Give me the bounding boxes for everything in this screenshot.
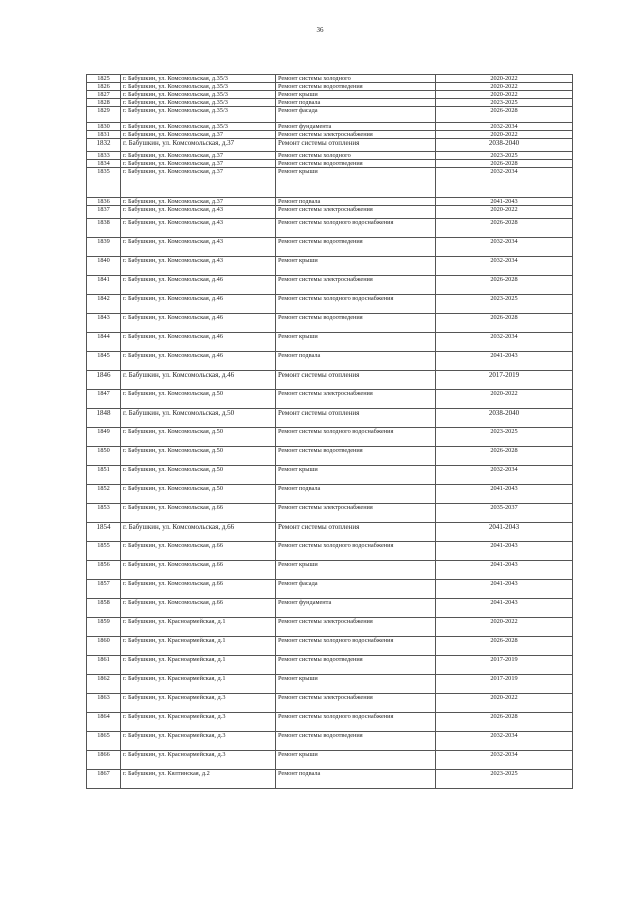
work-type-cell: Ремонт системы отопления xyxy=(276,139,436,152)
address-cell: г. Бабушкин, ул. Комсомольская, д.37 xyxy=(121,152,276,160)
work-type-cell: Ремонт системы водоотведения xyxy=(276,447,436,466)
address-cell: г. Бабушкин, ул. Комсомольская, д.43 xyxy=(121,238,276,257)
row-number: 1847 xyxy=(87,390,121,409)
work-type-cell: Ремонт подвала xyxy=(276,485,436,504)
row-number: 1860 xyxy=(87,637,121,656)
row-number: 1866 xyxy=(87,751,121,770)
repair-schedule-table xyxy=(86,74,573,789)
table-row xyxy=(87,656,573,675)
table-row xyxy=(87,504,573,523)
address-cell: г. Бабушкин, ул. Комсомольская, д.43 xyxy=(121,219,276,238)
period-cell: 2026-2028 xyxy=(436,637,573,656)
row-number: 1854 xyxy=(87,523,121,542)
row-number: 1841 xyxy=(87,276,121,295)
period-cell: 2020-2022 xyxy=(436,618,573,637)
period-cell: 2020-2022 xyxy=(436,206,573,219)
work-type-cell: Ремонт системы электроснабжения xyxy=(276,276,436,295)
address-cell: г. Бабушкин, ул. Комсомольская, д.46 xyxy=(121,295,276,314)
work-type-cell: Ремонт крыши xyxy=(276,466,436,485)
address-cell: г. Бабушкин, ул. Комсомольская, д.37 xyxy=(121,168,276,198)
table-row xyxy=(87,409,573,428)
table-row xyxy=(87,123,573,131)
table-row xyxy=(87,637,573,656)
work-type-cell: Ремонт системы отопления xyxy=(276,523,436,542)
period-cell: 2017-2019 xyxy=(436,675,573,694)
period-cell: 2041-2043 xyxy=(436,352,573,371)
table-row xyxy=(87,675,573,694)
work-type-cell: Ремонт подвала xyxy=(276,99,436,107)
table-row xyxy=(87,314,573,333)
address-cell: г. Бабушкин, ул. Комсомольская, д.50 xyxy=(121,466,276,485)
work-type-cell: Ремонт системы электроснабжения xyxy=(276,694,436,713)
table-row xyxy=(87,770,573,789)
table-row xyxy=(87,91,573,99)
period-cell: 2041-2043 xyxy=(436,523,573,542)
address-cell: г. Бабушкин, ул. Красноармейская, д.3 xyxy=(121,694,276,713)
address-cell: г. Бабушкин, ул. Комсомольская, д.46 xyxy=(121,314,276,333)
address-cell: г. Бабушкин, ул. Комсомольская, д.35/3 xyxy=(121,123,276,131)
period-cell: 2032-2034 xyxy=(436,732,573,751)
row-number: 1840 xyxy=(87,257,121,276)
table-row xyxy=(87,428,573,447)
address-cell: г. Бабушкин, ул. Комсомольская, д.35/3 xyxy=(121,91,276,99)
row-number: 1843 xyxy=(87,314,121,333)
table-row xyxy=(87,107,573,123)
table-row xyxy=(87,131,573,139)
table-row xyxy=(87,485,573,504)
address-cell: г. Бабушкин, ул. Комсомольская, д.46 xyxy=(121,333,276,352)
table-row xyxy=(87,198,573,206)
row-number: 1855 xyxy=(87,542,121,561)
work-type-cell: Ремонт системы холодного водоснабжения xyxy=(276,542,436,561)
address-cell: г. Бабушкин, ул. Комсомольская, д.50 xyxy=(121,390,276,409)
row-number: 1848 xyxy=(87,409,121,428)
row-number: 1857 xyxy=(87,580,121,599)
work-type-cell: Ремонт системы водоотведения xyxy=(276,238,436,257)
row-number: 1835 xyxy=(87,168,121,198)
row-number: 1842 xyxy=(87,295,121,314)
work-type-cell: Ремонт крыши xyxy=(276,561,436,580)
table-row xyxy=(87,352,573,371)
work-type-cell: Ремонт системы водоотведения xyxy=(276,314,436,333)
address-cell: г. Бабушкин, ул. Комсомольская, д.66 xyxy=(121,580,276,599)
row-number: 1837 xyxy=(87,206,121,219)
address-cell: г. Бабушкин, ул. Комсомольская, д.46 xyxy=(121,276,276,295)
period-cell: 2032-2034 xyxy=(436,123,573,131)
table-row xyxy=(87,466,573,485)
address-cell: г. Бабушкин, ул. Комсомольская, д.37 xyxy=(121,139,276,152)
row-number: 1856 xyxy=(87,561,121,580)
period-cell: 2023-2025 xyxy=(436,99,573,107)
period-cell: 2041-2043 xyxy=(436,542,573,561)
period-cell: 2041-2043 xyxy=(436,485,573,504)
address-cell: г. Бабушкин, ул. Красноармейская, д.1 xyxy=(121,637,276,656)
address-cell: г. Бабушкин, ул. Комсомольская, д.66 xyxy=(121,561,276,580)
work-type-cell: Ремонт системы холодного xyxy=(276,152,436,160)
period-cell: 2026-2028 xyxy=(436,447,573,466)
period-cell: 2023-2025 xyxy=(436,295,573,314)
address-cell: г. Бабушкин, ул. Комсомольская, д.35/3 xyxy=(121,83,276,91)
work-type-cell: Ремонт крыши xyxy=(276,168,436,198)
address-cell: г. Бабушкин, ул. Красноармейская, д.1 xyxy=(121,675,276,694)
table-row xyxy=(87,99,573,107)
row-number: 1833 xyxy=(87,152,121,160)
period-cell: 2023-2025 xyxy=(436,152,573,160)
row-number: 1836 xyxy=(87,198,121,206)
work-type-cell: Ремонт системы холодного водоснабжения xyxy=(276,219,436,238)
work-type-cell: Ремонт системы водоотведения xyxy=(276,732,436,751)
period-cell: 2023-2025 xyxy=(436,770,573,789)
row-number: 1831 xyxy=(87,131,121,139)
address-cell: г. Бабушкин, ул. Комсомольская, д.43 xyxy=(121,257,276,276)
address-cell: г. Бабушкин, ул. Красноармейская, д.1 xyxy=(121,656,276,675)
address-cell: г. Бабушкин, ул. Комсомольская, д.37 xyxy=(121,160,276,168)
table-row xyxy=(87,75,573,83)
period-cell: 2038-2040 xyxy=(436,409,573,428)
table-row xyxy=(87,276,573,295)
period-cell: 2020-2022 xyxy=(436,390,573,409)
row-number: 1853 xyxy=(87,504,121,523)
table-row xyxy=(87,694,573,713)
address-cell: г. Бабушкин, ул. Красноармейская, д.3 xyxy=(121,713,276,732)
row-number: 1830 xyxy=(87,123,121,131)
period-cell: 2035-2037 xyxy=(436,504,573,523)
period-cell: 2020-2022 xyxy=(436,75,573,83)
work-type-cell: Ремонт системы электроснабжения xyxy=(276,131,436,139)
table-row xyxy=(87,257,573,276)
table-row xyxy=(87,561,573,580)
row-number: 1849 xyxy=(87,428,121,447)
table-row xyxy=(87,168,573,198)
address-cell: г. Бабушкин, ул. Комсомольская, д.43 xyxy=(121,206,276,219)
work-type-cell: Ремонт системы холодного водоснабжения xyxy=(276,295,436,314)
table-row xyxy=(87,599,573,618)
period-cell: 2038-2040 xyxy=(436,139,573,152)
row-number: 1862 xyxy=(87,675,121,694)
work-type-cell: Ремонт крыши xyxy=(276,257,436,276)
period-cell: 2026-2028 xyxy=(436,107,573,123)
address-cell: г. Бабушкин, ул. Комсомольская, д.37 xyxy=(121,198,276,206)
address-cell: г. Бабушкин, ул. Комсомольская, д.37 xyxy=(121,131,276,139)
table-row xyxy=(87,139,573,152)
row-number: 1829 xyxy=(87,107,121,123)
work-type-cell: Ремонт системы холодного xyxy=(276,75,436,83)
period-cell: 2020-2022 xyxy=(436,131,573,139)
address-cell: г. Бабушкин, ул. Комсомольская, д.66 xyxy=(121,523,276,542)
address-cell: г. Бабушкин, ул. Комсомольская, д.35/3 xyxy=(121,99,276,107)
work-type-cell: Ремонт системы отопления xyxy=(276,371,436,390)
table-row xyxy=(87,390,573,409)
work-type-cell: Ремонт крыши xyxy=(276,675,436,694)
table-row xyxy=(87,542,573,561)
row-number: 1828 xyxy=(87,99,121,107)
row-number: 1844 xyxy=(87,333,121,352)
work-type-cell: Ремонт системы электроснабжения xyxy=(276,206,436,219)
work-type-cell: Ремонт системы электроснабжения xyxy=(276,390,436,409)
row-number: 1845 xyxy=(87,352,121,371)
table-row xyxy=(87,713,573,732)
row-number: 1838 xyxy=(87,219,121,238)
period-cell: 2026-2028 xyxy=(436,314,573,333)
row-number: 1839 xyxy=(87,238,121,257)
period-cell: 2026-2028 xyxy=(436,713,573,732)
row-number: 1863 xyxy=(87,694,121,713)
period-cell: 2032-2034 xyxy=(436,168,573,198)
row-number: 1832 xyxy=(87,139,121,152)
period-cell: 2032-2034 xyxy=(436,333,573,352)
work-type-cell: Ремонт фундамента xyxy=(276,123,436,131)
work-type-cell: Ремонт фундамента xyxy=(276,599,436,618)
work-type-cell: Ремонт фасада xyxy=(276,580,436,599)
table-row xyxy=(87,295,573,314)
work-type-cell: Ремонт системы холодного водоснабжения xyxy=(276,637,436,656)
period-cell: 2017-2019 xyxy=(436,371,573,390)
address-cell: г. Бабушкин, ул. Комсомольская, д.50 xyxy=(121,447,276,466)
table-row xyxy=(87,83,573,91)
address-cell: г. Бабушкин, ул. Комсомольская, д.46 xyxy=(121,371,276,390)
table-row xyxy=(87,751,573,770)
period-cell: 2020-2022 xyxy=(436,83,573,91)
page-number: 36 xyxy=(316,26,324,34)
row-number: 1861 xyxy=(87,656,121,675)
address-cell: г. Бабушкин, ул. Комсомольская, д.35/3 xyxy=(121,75,276,83)
work-type-cell: Ремонт системы водоотведения xyxy=(276,160,436,168)
period-cell: 2026-2028 xyxy=(436,276,573,295)
work-type-cell: Ремонт системы водоотведения xyxy=(276,656,436,675)
address-cell: г. Бабушкин, ул. Комсомольская, д.66 xyxy=(121,599,276,618)
table-row xyxy=(87,219,573,238)
table-row xyxy=(87,160,573,168)
period-cell: 2041-2043 xyxy=(436,580,573,599)
work-type-cell: Ремонт системы водоотведения xyxy=(276,83,436,91)
table-row xyxy=(87,206,573,219)
work-type-cell: Ремонт системы электроснабжения xyxy=(276,504,436,523)
address-cell: г. Бабушкин, ул. Комсомольская, д.35/3 xyxy=(121,107,276,123)
work-type-cell: Ремонт крыши xyxy=(276,91,436,99)
period-cell: 2017-2019 xyxy=(436,656,573,675)
period-cell: 2032-2034 xyxy=(436,257,573,276)
row-number: 1867 xyxy=(87,770,121,789)
table-row xyxy=(87,580,573,599)
work-type-cell: Ремонт системы электроснабжения xyxy=(276,618,436,637)
work-type-cell: Ремонт подвала xyxy=(276,770,436,789)
row-number: 1851 xyxy=(87,466,121,485)
row-number: 1852 xyxy=(87,485,121,504)
row-number: 1825 xyxy=(87,75,121,83)
period-cell: 2023-2025 xyxy=(436,428,573,447)
address-cell: г. Бабушкин, ул. Комсомольская, д.46 xyxy=(121,352,276,371)
work-type-cell: Ремонт системы холодного водоснабжения xyxy=(276,428,436,447)
work-type-cell: Ремонт подвала xyxy=(276,198,436,206)
table-row xyxy=(87,618,573,637)
row-number: 1834 xyxy=(87,160,121,168)
address-cell: г. Бабушкин, ул. Комсомольская, д.66 xyxy=(121,504,276,523)
work-type-cell: Ремонт системы холодного водоснабжения xyxy=(276,713,436,732)
row-number: 1865 xyxy=(87,732,121,751)
row-number: 1827 xyxy=(87,91,121,99)
period-cell: 2032-2034 xyxy=(436,238,573,257)
address-cell: г. Бабушкин, ул. Красноармейская, д.3 xyxy=(121,732,276,751)
row-number: 1850 xyxy=(87,447,121,466)
period-cell: 2032-2034 xyxy=(436,466,573,485)
address-cell: г. Бабушкин, ул. Кялтинская, д.2 xyxy=(121,770,276,789)
period-cell: 2026-2028 xyxy=(436,219,573,238)
row-number: 1858 xyxy=(87,599,121,618)
row-number: 1859 xyxy=(87,618,121,637)
table-row xyxy=(87,333,573,352)
address-cell: г. Бабушкин, ул. Красноармейская, д.3 xyxy=(121,751,276,770)
period-cell: 2026-2028 xyxy=(436,160,573,168)
table-row xyxy=(87,152,573,160)
address-cell: г. Бабушкин, ул. Комсомольская, д.66 xyxy=(121,542,276,561)
address-cell: г. Бабушкин, ул. Комсомольская, д.50 xyxy=(121,409,276,428)
address-cell: г. Бабушкин, ул. Комсомольская, д.50 xyxy=(121,428,276,447)
table-row xyxy=(87,732,573,751)
row-number: 1826 xyxy=(87,83,121,91)
row-number: 1846 xyxy=(87,371,121,390)
work-type-cell: Ремонт подвала xyxy=(276,352,436,371)
row-number: 1864 xyxy=(87,713,121,732)
work-type-cell: Ремонт системы отопления xyxy=(276,409,436,428)
address-cell: г. Бабушкин, ул. Красноармейская, д.1 xyxy=(121,618,276,637)
period-cell: 2020-2022 xyxy=(436,91,573,99)
work-type-cell: Ремонт крыши xyxy=(276,333,436,352)
address-cell: г. Бабушкин, ул. Комсомольская, д.50 xyxy=(121,485,276,504)
table-row xyxy=(87,371,573,390)
table-row xyxy=(87,447,573,466)
table-row xyxy=(87,238,573,257)
period-cell: 2041-2043 xyxy=(436,561,573,580)
work-type-cell: Ремонт крыши xyxy=(276,751,436,770)
period-cell: 2032-2034 xyxy=(436,751,573,770)
period-cell: 2041-2043 xyxy=(436,599,573,618)
period-cell: 2041-2043 xyxy=(436,198,573,206)
table-row xyxy=(87,523,573,542)
period-cell: 2020-2022 xyxy=(436,694,573,713)
work-type-cell: Ремонт фасада xyxy=(276,107,436,123)
